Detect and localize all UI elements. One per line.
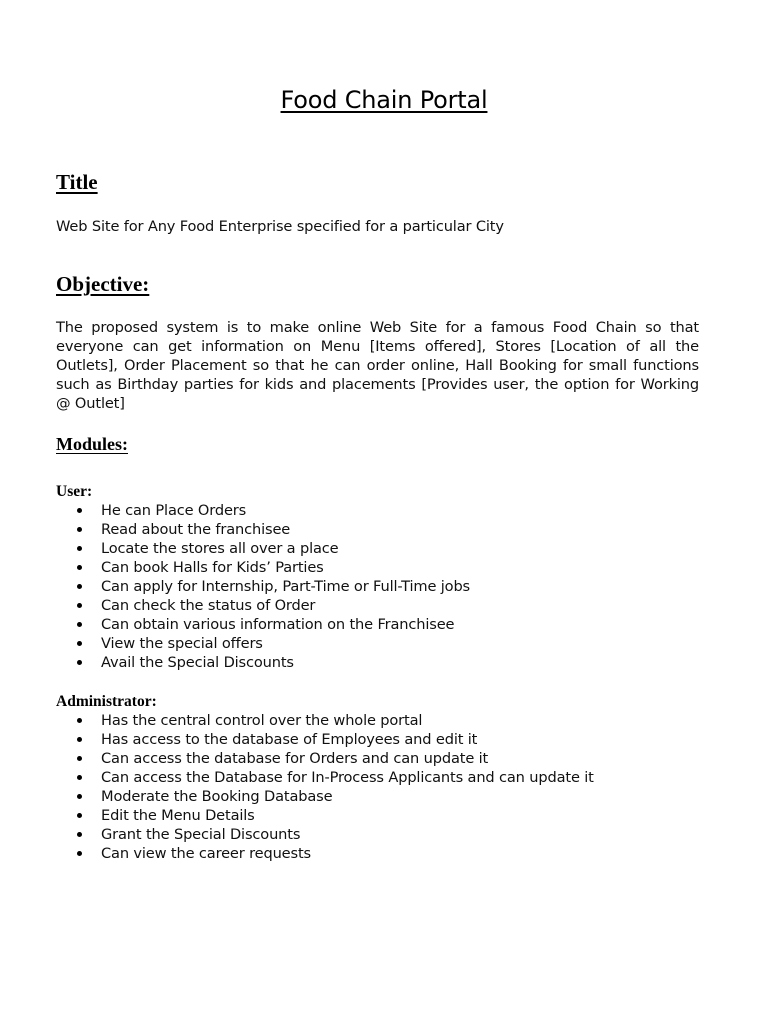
bullet-icon xyxy=(77,794,82,799)
list-item-text: Can access the database for Orders and can update it xyxy=(101,750,489,767)
document-title: Food Chain Portal xyxy=(280,86,488,114)
bullet-icon xyxy=(77,622,82,627)
list-item-text: Locate the stores all over a place xyxy=(101,540,339,557)
bullet-icon xyxy=(77,718,82,723)
objective-heading: Objective: xyxy=(56,272,150,296)
list-item-text: Can access the Database for In-Process Applicants and can update it xyxy=(101,769,594,786)
bullet-icon xyxy=(77,756,82,761)
objective-paragraph: The proposed system is to make online Web Site for a famous Food Chain so that everyone can get information on Menu [Items offered], Stores [Location of all the Outlets], Order Placement so that he can order online, Hall Booking for small functions such as Birthday parties for kids and placements [Provides user, the option for Working @ Outlet] xyxy=(56,319,699,412)
bullet-icon xyxy=(77,737,82,742)
bullet-icon xyxy=(77,641,82,646)
bullet-icon xyxy=(77,508,82,513)
user-module-heading: User: xyxy=(56,483,93,500)
bullet-icon xyxy=(77,565,82,570)
list-item-text: Has the central control over the whole portal xyxy=(101,712,423,729)
list-item-text: Can book Halls for Kids’ Parties xyxy=(101,559,324,576)
list-item-text: Moderate the Booking Database xyxy=(101,788,333,805)
bullet-icon xyxy=(77,584,82,589)
bullet-icon xyxy=(77,527,82,532)
list-item-text: Can check the status of Order xyxy=(101,597,316,614)
bullet-icon xyxy=(77,832,82,837)
list-item-text: View the special offers xyxy=(101,635,263,652)
modules-heading: Modules: xyxy=(56,434,128,454)
bullet-icon xyxy=(77,775,82,780)
title-heading: Title xyxy=(56,170,98,194)
bullet-icon xyxy=(77,546,82,551)
list-item-text: Has access to the database of Employees and edit it xyxy=(101,731,478,748)
list-item-text: Can apply for Internship, Part-Time or Full-Time jobs xyxy=(101,578,471,595)
administrator-module-heading: Administrator: xyxy=(56,693,157,710)
bullet-icon xyxy=(77,660,82,665)
list-item-text: Can view the career requests xyxy=(101,845,311,862)
list-item-text: Avail the Special Discounts xyxy=(101,654,294,671)
list-item-text: Read about the franchisee xyxy=(101,521,291,538)
list-item-text: Can obtain various information on the Franchisee xyxy=(101,616,455,633)
list-item-text: Grant the Special Discounts xyxy=(101,826,301,843)
list-item-text: Edit the Menu Details xyxy=(101,807,255,824)
bullet-icon xyxy=(77,603,82,608)
bullet-icon xyxy=(77,851,82,856)
list-item-text: He can Place Orders xyxy=(101,502,247,519)
title-description: Web Site for Any Food Enterprise specified for a particular City xyxy=(56,218,504,235)
bullet-icon xyxy=(77,813,82,818)
